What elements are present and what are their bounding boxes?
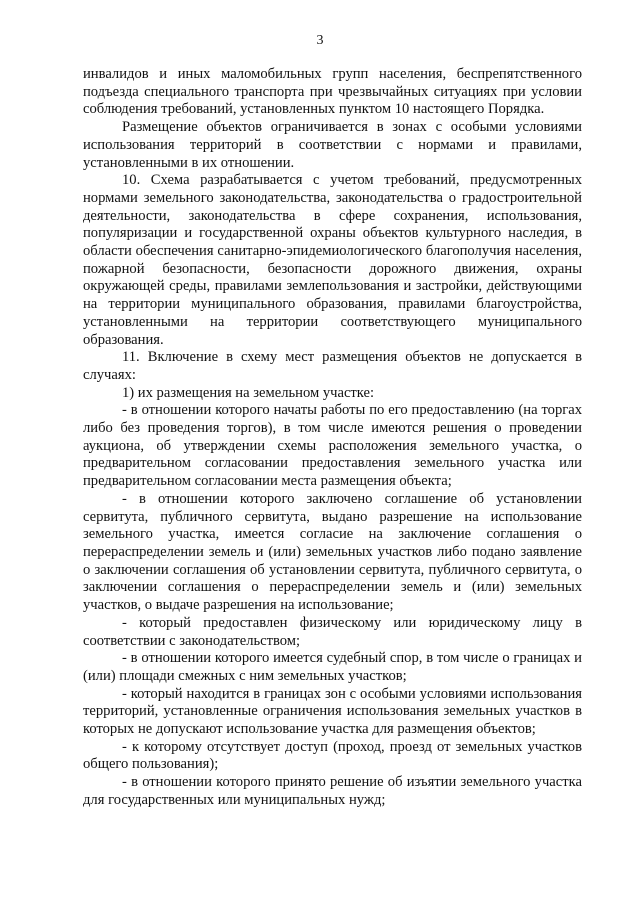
list-item: - который находится в границах зон с особыми условиями использования территорий, установленные ограничения использования земельных участков в которых не допускают использование участка для размещения объектов; bbox=[83, 685, 582, 738]
document-body bbox=[83, 66, 582, 810]
paragraph-11: 11. Включение в схему мест размещения объектов не допускается в случаях: bbox=[83, 349, 582, 383]
list-item: - который предоставлен физическому или юридическому лицу в соответствии с законодательством; bbox=[83, 614, 582, 649]
list-item: - в отношении которого принято решение об изъятии земельного участка для государственных или муниципальных нужд; bbox=[83, 774, 582, 808]
paragraph-1: инвалидов и иных маломобильных групп населения, беспрепятственного подъезда специального транспорта при чрезвычайных ситуациях при условии соблюдения требований, установленных пунктом 10 настоящего Порядка. bbox=[83, 66, 582, 118]
list-item: - в отношении которого заключено соглашение об установлении сервитута, публичного сервитута, выдано разрешение на использование земельного участка, имеется согласие на заключение соглашения о перераспределении земель и (или) земельных участков либо подано заявление о заключении соглашения об установлении сервитута, публичного сервитута, о заключении соглашения о перераспределении земель и (или) земельных участков, о выдаче разрешения на использование; bbox=[83, 490, 582, 614]
list-item: - в отношении которого имеется судебный спор, в том числе о границах и (или) площади смежных с ним земельных участков; bbox=[83, 650, 582, 684]
paragraph-11-item-1: 1) их размещения на земельном участке: bbox=[122, 384, 375, 401]
paragraph-10: 10. Схема разрабатывается с учетом требований, предусмотренных нормами земельного законодательства, законодательства о градостроительной деятельности, законодательства в сфере сохранения, использования, популяризации и государственной охраны объектов культурного наследия, в области обеспечения санитарно-эпидемиологического благополучия населения, пожарной безопасности, безопасности дорожного движения, охраны окружающей среды, правилами землепользования и застройки, действующими на территории муниципального образования, правилами благоустройства, установленными на территории соответствующего муниципального образования. bbox=[83, 172, 582, 348]
list-item: - к которому отсутствует доступ (проход, проезд от земельных участков общего пользования); bbox=[83, 738, 582, 773]
list-item: - в отношении которого начаты работы по его предоставлению (на торгах либо без проведения торгов), в том числе имеются решения о проведении аукциона, об утверждении схемы расположения земельного участка, о предварительном согласовании предоставления земельного участка или предварительном согласовании места размещения объекта; bbox=[83, 402, 582, 490]
paragraph-2: Размещение объектов ограничивается в зонах с особыми условиями использования территорий в соответствии с нормами и правилами, установленными в их отношении. bbox=[83, 119, 582, 171]
page-number: 3 bbox=[316, 33, 324, 48]
